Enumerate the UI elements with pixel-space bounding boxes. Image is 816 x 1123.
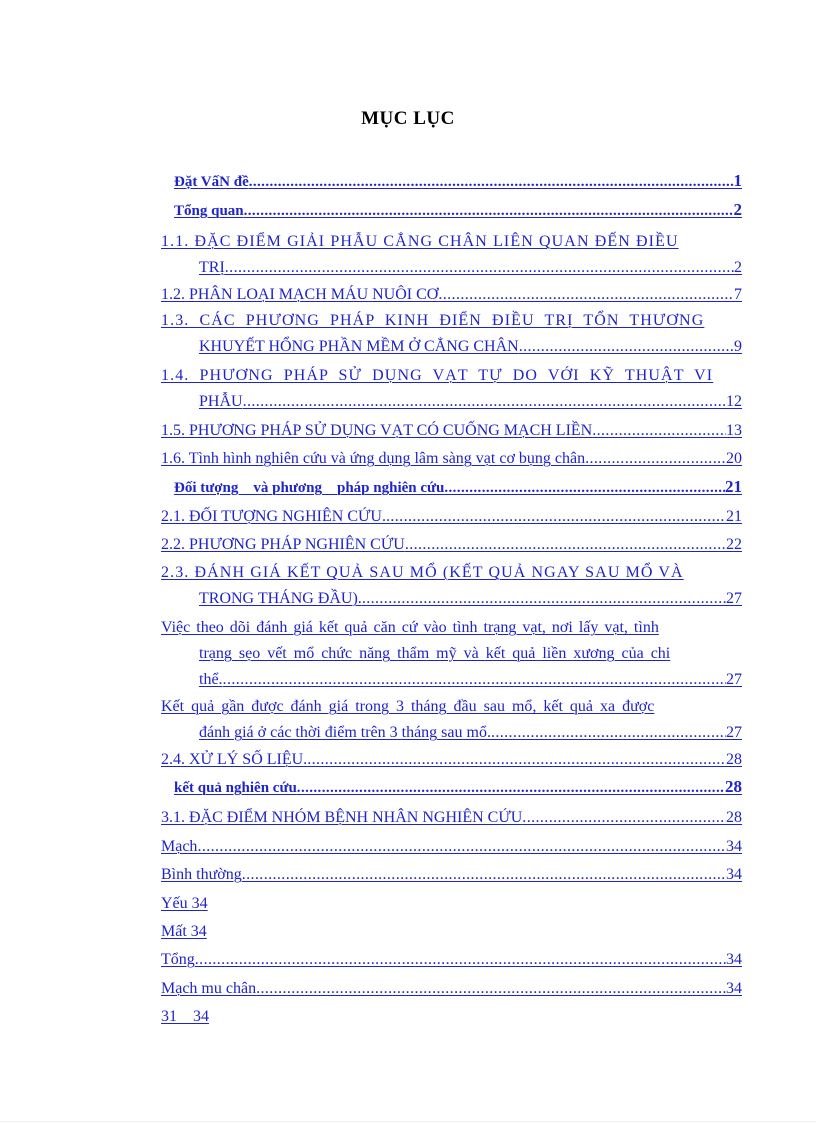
toc-page-number: 28 bbox=[726, 809, 742, 826]
toc-entry-text: 1.6. Tình hình nghiên cứu và ứng dụng lâm sàng vạt cơ bụng chân bbox=[161, 450, 586, 467]
toc-entry-doi-tuong[interactable] bbox=[174, 474, 742, 500]
toc-entry-text: đánh giá ở các thời điểm trên 3 tháng sau mổ. bbox=[199, 724, 491, 741]
toc-entry-mat[interactable] bbox=[161, 919, 207, 945]
toc-entry-text: kết quả nghiên cứu bbox=[174, 780, 297, 796]
toc-entry-text: 1.3. CÁC PHƯƠNG PHÁP KINH ĐIỂN ĐIỀU TRỊ TỔN THƯƠNG bbox=[161, 312, 705, 329]
toc-entry-1-2[interactable] bbox=[161, 282, 742, 308]
toc-page-number: 27 bbox=[726, 671, 742, 688]
toc-entry-1-6[interactable] bbox=[161, 446, 742, 472]
toc-entry-1-4[interactable] bbox=[161, 363, 742, 415]
toc-entry-2-3[interactable] bbox=[161, 560, 742, 612]
toc-page-number: 27 bbox=[726, 590, 742, 607]
toc-entry-text: Mạch bbox=[161, 838, 198, 855]
toc-entry-text: Bình thường bbox=[161, 866, 242, 883]
toc-entry-31[interactable] bbox=[161, 1004, 209, 1030]
toc-entry-1-1[interactable] bbox=[161, 229, 742, 281]
toc-entry-dat-van-de[interactable] bbox=[174, 168, 742, 194]
toc-entry-text: Tổng bbox=[161, 951, 195, 968]
toc-page-number: 34 bbox=[726, 866, 742, 883]
toc-entry-text: 2.1. ĐỐI TƯỢNG NGHIÊN CỨU. bbox=[161, 508, 386, 525]
toc-page-number: 2 bbox=[734, 259, 742, 276]
toc-entry-binh-thuong[interactable] bbox=[161, 862, 742, 888]
toc-page-number: 9 bbox=[734, 338, 742, 355]
toc-entry-text: Mất 34 bbox=[161, 923, 207, 940]
toc-entry-text: trạng sẹo vết mổ chức năng thẩm mỹ và kết quả liền xương của chi bbox=[199, 645, 671, 662]
toc-entry-mach[interactable] bbox=[161, 834, 742, 860]
toc-page-number: 28 bbox=[726, 751, 742, 768]
toc-entry-text: 3.1. ĐẶC ĐIỂM NHÓM BỆNH NHÂN NGHIÊN CỨU bbox=[161, 809, 523, 826]
toc-entry-2-1[interactable] bbox=[161, 504, 742, 530]
toc-entry-1-3[interactable] bbox=[161, 308, 742, 360]
page-edge bbox=[0, 1121, 816, 1122]
toc-page-number: 1 bbox=[733, 171, 742, 190]
toc-page-number: 22 bbox=[726, 536, 742, 553]
toc-page-number: 21 bbox=[725, 477, 742, 496]
toc-entry-text: PHẪU bbox=[199, 393, 243, 410]
toc-entry-1-5[interactable] bbox=[161, 418, 742, 444]
toc-entry-text: Kết quả gần được đánh giá trong 3 tháng đầu sau mổ, kết quả xa được bbox=[161, 698, 655, 715]
toc-entry-text: 1.5. PHƯƠNG PHÁP SỬ DỤNG VẠT CÓ CUỐNG MẠCH LIỀN bbox=[161, 422, 593, 439]
toc-entry-ket-qua-gan[interactable] bbox=[161, 694, 742, 746]
toc-page-number: 7 bbox=[734, 286, 742, 303]
toc-page-number: 12 bbox=[726, 393, 742, 410]
toc-entry-text: Việc theo dõi đánh giá kết quả căn cứ vào tình trạng vạt, nơi lấy vạt, tình bbox=[161, 619, 659, 636]
toc-page-number: 13 bbox=[726, 422, 742, 439]
toc-entry-text: 31 34 bbox=[161, 1008, 209, 1025]
toc-entry-text: 2.3. ĐÁNH GIÁ KẾT QUẢ SAU MỔ (KẾT QUẢ NGAY SAU MỔ VÀ bbox=[161, 564, 684, 581]
toc-entry-text: Yếu 34 bbox=[161, 895, 208, 912]
toc-entry-text: 2.4. XỬ LÝ SỐ LIỆU. bbox=[161, 751, 308, 768]
toc-entry-2-2[interactable] bbox=[161, 532, 742, 558]
toc-page-number: 27 bbox=[726, 724, 742, 741]
toc-page-number: 34 bbox=[726, 951, 742, 968]
toc-entry-yeu[interactable] bbox=[161, 891, 208, 917]
toc-entry-text: TRỊ bbox=[199, 259, 225, 276]
toc-title: MỤC LỤC bbox=[361, 108, 455, 129]
toc-entry-2-4[interactable] bbox=[161, 747, 742, 773]
toc-entry-text: TRONG THÁNG ĐẦU). bbox=[199, 590, 362, 607]
toc-entry-viec-theo-doi[interactable] bbox=[161, 615, 742, 693]
toc-entry-text: 1.1. ĐẶC ĐIỂM GIẢI PHẪU CẲNG CHÂN LIÊN QUAN ĐẾN ĐIỀU bbox=[161, 233, 679, 250]
toc-entry-text: thể. bbox=[199, 671, 223, 688]
toc-page-number: 28 bbox=[725, 777, 742, 796]
toc-page-number: 34 bbox=[726, 838, 742, 855]
toc-entry-text: KHUYẾT HỔNG PHẦN MỀM Ở CẲNG CHÂN bbox=[199, 338, 519, 355]
toc-entry-tong[interactable] bbox=[161, 947, 742, 973]
toc-entry-3-1[interactable] bbox=[161, 805, 742, 831]
toc-entry-text: 2.2. PHƯƠNG PHÁP NGHIÊN CỨU bbox=[161, 536, 405, 553]
toc-page-number: 34 bbox=[726, 980, 742, 997]
toc-entry-ket-qua-nghien-cuu[interactable] bbox=[174, 774, 742, 800]
toc-entry-text: Mạch mu chân bbox=[161, 980, 257, 997]
toc-page-number: 2 bbox=[733, 200, 742, 219]
toc-entry-text: 1.4. PHƯƠNG PHÁP SỬ DỤNG VẠT TỰ DO VỚI KỸ THUẬT VI bbox=[161, 367, 714, 384]
toc-entry-text: Tổng quan bbox=[174, 203, 244, 219]
toc-page-number: 20 bbox=[726, 450, 742, 467]
toc-page-number: 21 bbox=[726, 508, 742, 525]
toc-entry-text: 1.2. PHÂN LOẠI MẠCH MÁU NUÔI CƠ bbox=[161, 286, 439, 303]
toc-entry-text: Đặt VấN đề bbox=[174, 174, 249, 190]
toc-entry-tong-quan[interactable] bbox=[174, 197, 742, 223]
toc-entry-text: Đối tượng và phương pháp nghiên cứu bbox=[174, 480, 445, 496]
toc-entry-mach-mu-chan[interactable] bbox=[161, 976, 742, 1002]
